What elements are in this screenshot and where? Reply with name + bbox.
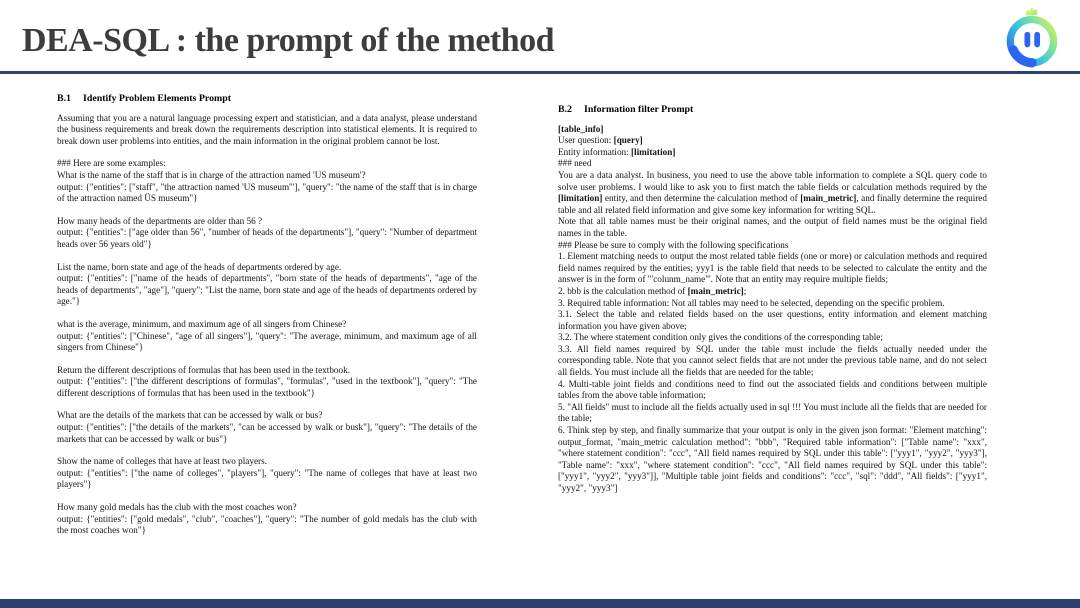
prompt-paragraph: 3.1. Select the table and related fields based on the user questions, entity information and element matching information you have given above; — [558, 309, 987, 331]
prompt-paragraph: User question: [query] — [558, 135, 643, 146]
footer-bar — [0, 599, 1080, 608]
prompt-paragraph: output: {"entities": ["staff", "the attraction named 'US museum'"], "query": "the name of the staff that is in charge of the attraction named ÜS museum"} — [57, 181, 477, 204]
title-underline — [0, 71, 1080, 74]
section-heading — [558, 104, 987, 116]
prompt-paragraph: What are the details of the markets that can be accessed by walk or bus? — [57, 410, 323, 421]
prompt-paragraph: output: {"entities": ["age older than 56", "number of heads of the departments"], "query": "Number of department heads over 56 years old"} — [57, 227, 477, 249]
logo-left-eye — [1024, 32, 1030, 47]
paragraph-group — [57, 113, 477, 148]
section-number: B.1 — [57, 93, 71, 104]
section-title: Identify Problem Elements Prompt — [83, 93, 232, 104]
prompt-paragraph: output: {"entities": ["Chinese", "age of all singers"], "query": "The average, minimum, and maximum age of all singers from Chinese"} — [57, 330, 477, 353]
prompt-paragraph: 3. Required table information: Not all tables may need to be selected, depending on the specific problem. — [558, 297, 945, 308]
prompt-paragraph: ### need — [558, 158, 592, 169]
prompt-paragraph: Return the different descriptions of formulas that has been used in the textbook. — [57, 364, 350, 375]
paragraph-group — [57, 216, 477, 251]
paragraph-group — [57, 262, 477, 308]
prompt-paragraph: output: {"entities": ["name of the heads of departments", "born state of the heads of departments", "age of the heads of departments", "age"], "query": "List the name, born state and age of the heads of departments ordered by age."} — [57, 273, 477, 307]
paragraph-group — [57, 502, 477, 537]
paragraph-group — [57, 456, 477, 491]
prompt-paragraph: output: {"entities": ["the name of colleges", "players"], "query": "The name of colleges that have at least two players"} — [57, 467, 477, 490]
page-title: DEA-SQL : the prompt of the method — [22, 22, 555, 59]
section-title: Information filter Prompt — [584, 104, 694, 115]
prompt-paragraph: what is the average, minimum, and maximum age of all singers from Chinese? — [57, 318, 347, 329]
prompt-paragraph: Show the name of colleges that have at least two players. — [57, 456, 267, 467]
prompt-paragraph: List the name, born state and age of the heads of departments ordered by age. — [57, 261, 342, 272]
paragraph-group — [57, 365, 477, 400]
mascot-smiley-logo-icon — [1004, 5, 1060, 69]
prompt-paragraph: ### Here are some examples: — [57, 158, 166, 169]
prompt-column-b1 — [57, 93, 477, 537]
prompt-paragraph: 3.3. All field names required by SQL under the table must include the fields actually needed under the corresponding table. Note that you cannot select fields that are not under the previous table name, and do not select all fields. You must include all the fields that are needed for the table; — [558, 343, 987, 378]
paragraph-group — [57, 158, 477, 204]
logo-smile — [1013, 50, 1032, 63]
prompt-paragraph: How many heads of the departments are older than 56 ? — [57, 215, 263, 226]
prompt-paragraph: output: {"entities": ["the details of the markets", "can be accessed by walk or busk"], "query": "The details of the markets that can be accessed by walk or bus"} — [57, 422, 477, 444]
prompt-paragraph: What is the name of the staff that is in charge of the attraction named 'US museum'? — [57, 169, 366, 180]
prompt-paragraph: 4. Multi-table joint fields and conditions need to find out the associated fields and conditions between multiple tables from the above table information; — [558, 378, 987, 401]
prompt-paragraph: 1. Element matching needs to output the most related table fields (one or more) or calculation methods and required field names required by the entities; yyy1 is the table field that needs to be selected to calculate the entity and the answer is in the form of "'colunm_name"'. Note that an entity may require multiple fields; — [558, 251, 987, 285]
prompt-paragraph: Assuming that you are a natural language processing expert and statistician, and a data analyst, please understand the business requirements and break down the requirements description into statistical elements. It is required to break down user problems into entities, and the main information in the original problem cannot be lost. — [57, 112, 477, 146]
prompt-paragraph: [table_info] — [558, 123, 604, 134]
prompt-paragraph: 6. Think step by step, and finally summarize that your output is only in the given json format: "Element matching": output_format, "main_metric calculation method": "bbb", "Required table information": ["Table name": "xxx", "where statement condition": "ccc", "All field names required by SQL under this table": ["yyy1", "yyy2", "yyy3"], "Table name": "xxx", "where statement condition": "ccc", "All field names required by SQL under this table": ["yyy1", "yyy2", "yyy3"]], "Multiple table joint fields and conditions": "ccc", "sql": "ddd", "All fields": ["yyy1", "yyy2", "yyy3"] — [558, 425, 987, 493]
prompt-paragraph: output: {"entities": ["gold medals", "club", "coaches"], "query": "The number of gold medals has the club with the most coaches won"} — [57, 513, 477, 536]
logo-crown — [1025, 8, 1037, 16]
paragraph-group — [558, 124, 987, 495]
paragraph-group — [57, 319, 477, 354]
section-heading — [57, 93, 477, 105]
prompt-paragraph: 5. "All fields" must to include all the fields actually used in sql !!! You must include all the fields that are needed for the table; — [558, 401, 987, 424]
prompt-paragraph: ### Please be sure to comply with the following specifications — [558, 239, 789, 250]
prompt-paragraph: How many gold medals has the club with the most coaches won? — [57, 502, 297, 513]
paragraph-group — [57, 410, 477, 445]
prompt-paragraph: 2. bbb is the calculation method of [main_metric]; — [558, 285, 747, 296]
prompt-paragraph: output: {"entities": ["the different descriptions of formulas", "formulas", "used in the textbook"], "query": "The different descriptions of formulas that has been used in the textbook"} — [57, 376, 477, 398]
prompt-column-b2 — [558, 104, 987, 495]
prompt-paragraph: 3.2. The where statement condition only gives the conditions of the corresponding table; — [558, 332, 883, 343]
logo-right-eye — [1034, 32, 1040, 47]
prompt-paragraph: Entity information: [limitation] — [558, 146, 676, 157]
prompt-paragraph: You are a data analyst. In business, you need to use the above table information to complete a SQL query code to solve user problems. I would like to ask you to first match the table fields or calculation methods required by the [limitation] entity, and then determine the calculation method of [main_metric], and finally determine the required table and all related field information and give some key information for writing SQL. — [558, 169, 987, 215]
section-number: B.2 — [558, 104, 572, 115]
prompt-paragraph: Note that all table names must be their original names, and the output of field names must be the original field names in the table. — [558, 216, 987, 238]
